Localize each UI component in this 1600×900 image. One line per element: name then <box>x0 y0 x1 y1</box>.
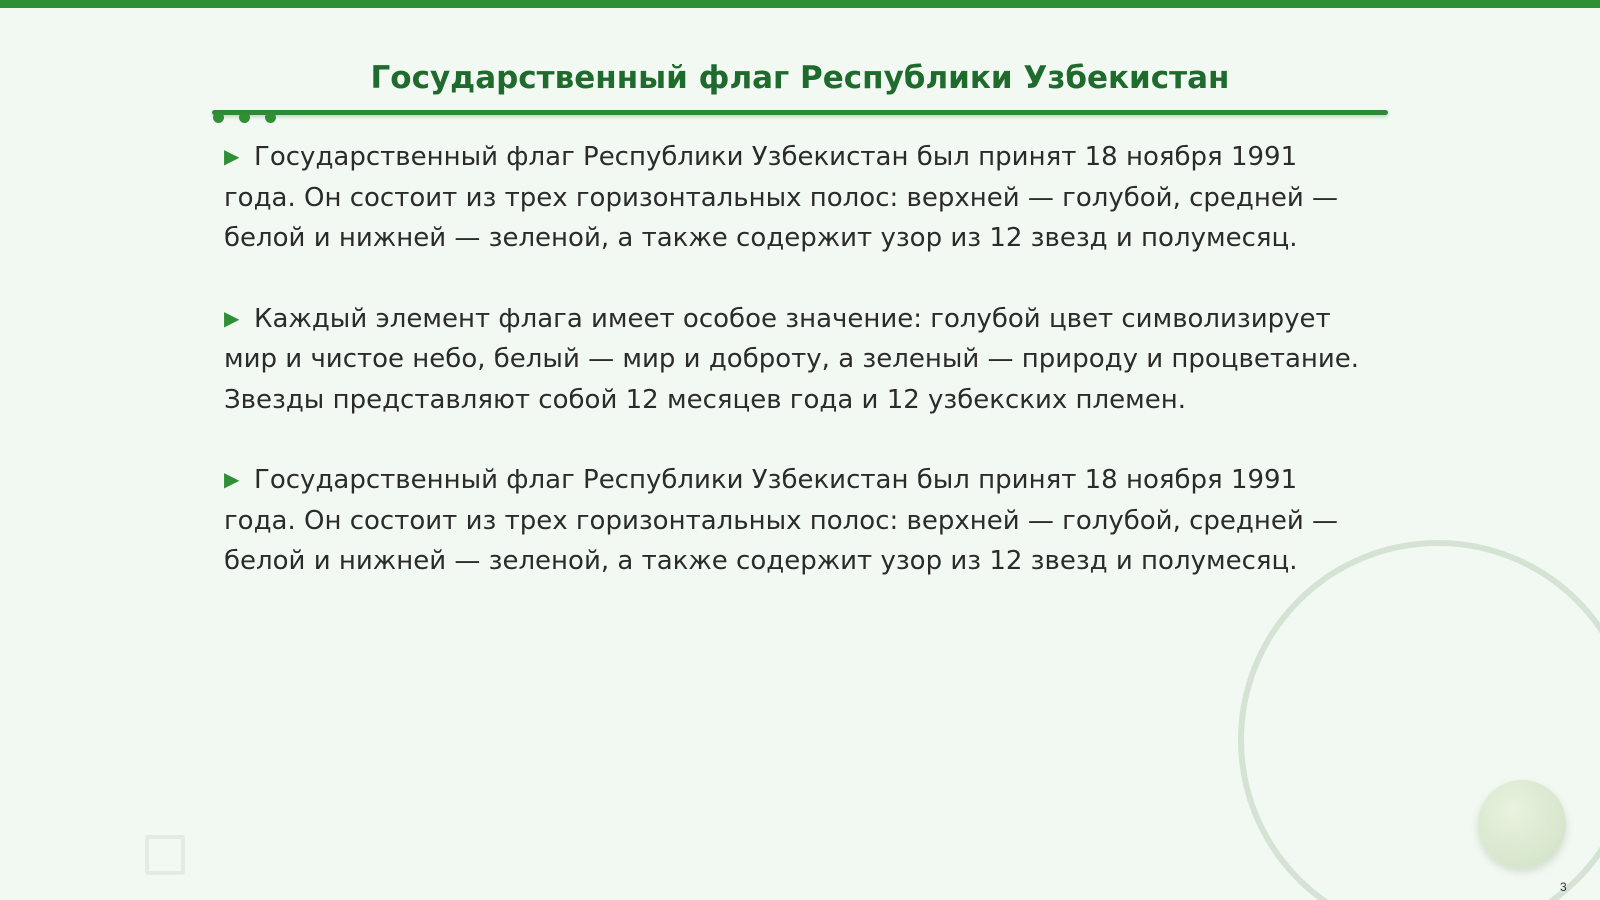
decorative-dot <box>239 112 250 123</box>
top-accent-bar <box>0 0 1600 8</box>
decorative-dot <box>265 112 276 123</box>
decorative-circle <box>1478 780 1566 868</box>
title-underline <box>212 110 1388 115</box>
slide-content <box>224 137 1370 622</box>
bullet-paragraph <box>224 299 1370 421</box>
triangle-bullet-icon: ▶ <box>224 144 240 168</box>
slide-title: Государственный флаг Республики Узбекистан <box>370 60 1230 96</box>
decorative-square <box>145 835 185 875</box>
paragraph-text: Каждый элемент флага имеет особое значение: голубой цвет символизирует мир и чистое небо, белый — мир и доброту, а зеленый — природу и процветание. Звезды представляют собой 12 месяцев года и 12 узбекских племен. <box>224 303 1360 415</box>
bullet-paragraph <box>224 460 1370 582</box>
decorative-dot <box>213 112 224 123</box>
paragraph-text: Государственный флаг Республики Узбекистан был принят 18 ноября 1991 года. Он состоит из трех горизонтальных полос: верхней — голубой, средней — белой и нижней — зеленой, а также содержит узор из 12 звезд и полумесяц. <box>224 142 1339 253</box>
paragraph-text: Государственный флаг Республики Узбекистан был принят 18 ноября 1991 года. Он состоит из трех горизонтальных полос: верхней — голубой, средней — белой и нижней — зеленой, а также содержит узор из 12 звезд и полумесяц. <box>224 465 1339 576</box>
triangle-bullet-icon: ▶ <box>224 305 240 330</box>
triangle-bullet-icon: ▶ <box>224 467 240 491</box>
page-number: 3 <box>1560 880 1567 894</box>
bullet-paragraph <box>224 137 1370 259</box>
